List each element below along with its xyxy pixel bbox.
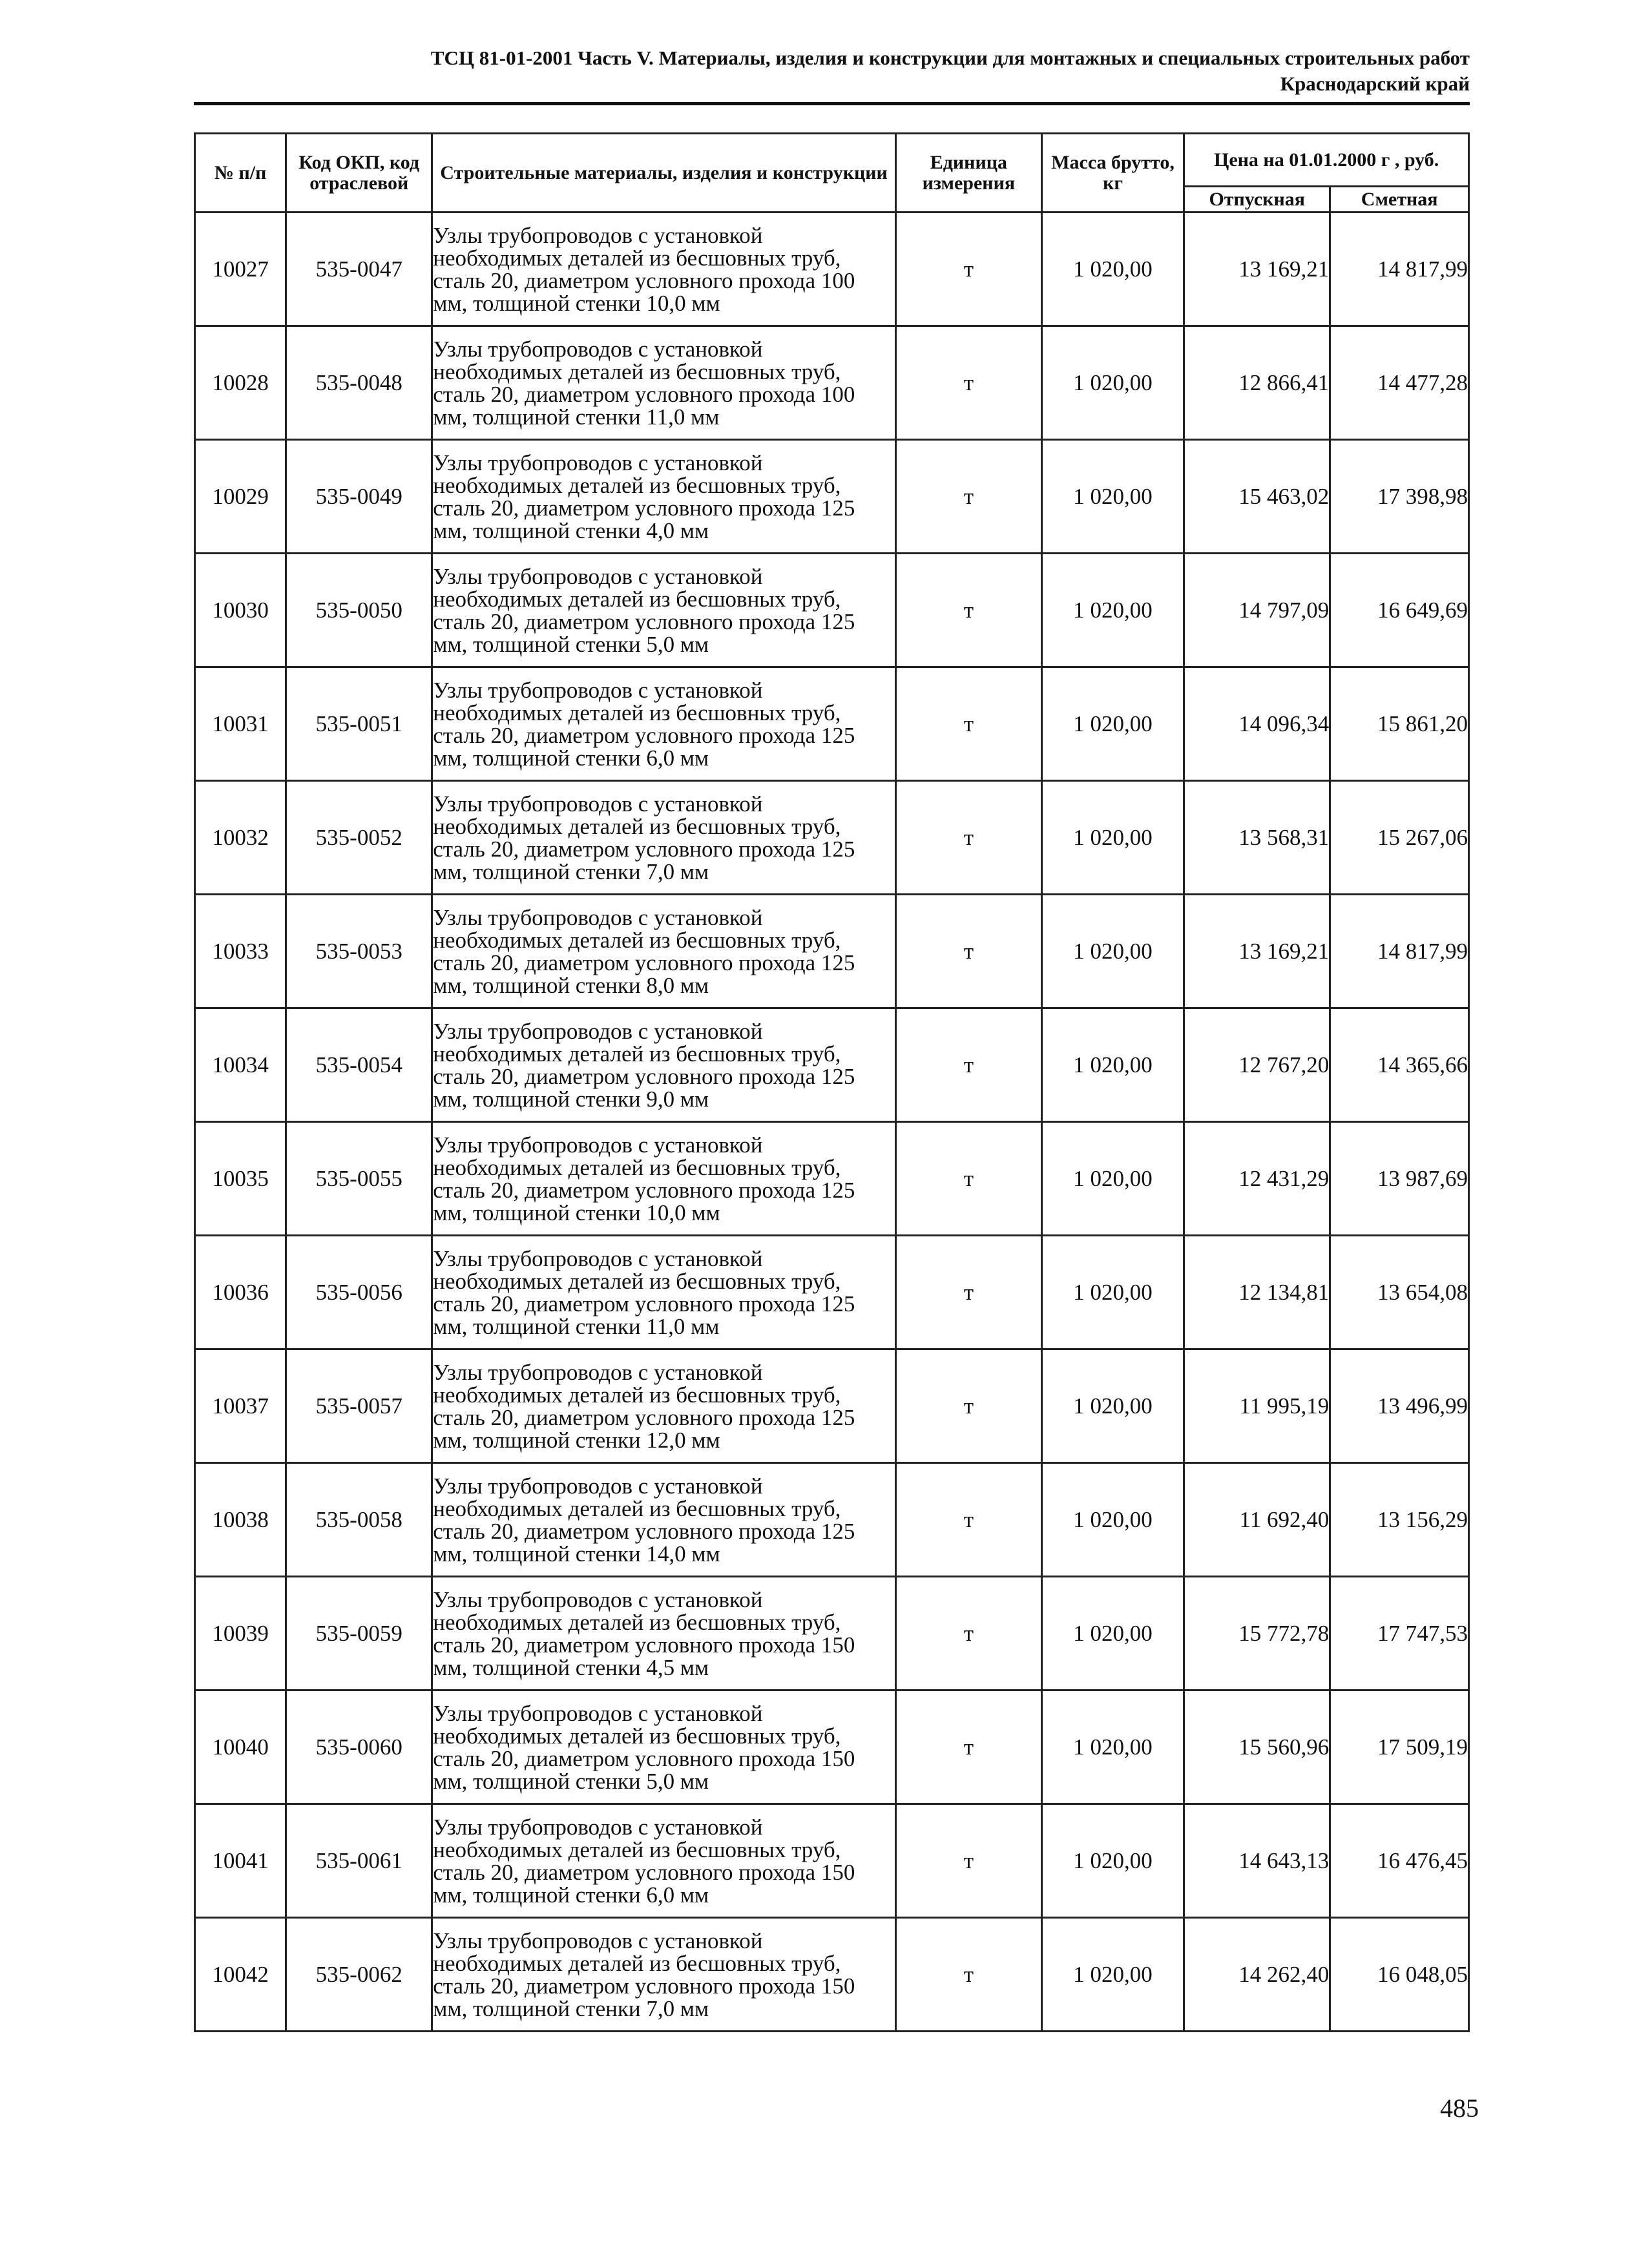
estimate-price: 17 398,98 — [1330, 440, 1469, 554]
gross-mass: 1 020,00 — [1041, 326, 1184, 440]
gross-mass: 1 020,00 — [1041, 1804, 1184, 1918]
table-row — [195, 667, 1469, 781]
gross-mass: 1 020,00 — [1041, 213, 1184, 326]
estimate-price: 13 496,99 — [1330, 1349, 1469, 1463]
okp-code: 535-0056 — [286, 1236, 432, 1349]
okp-code: 535-0047 — [286, 213, 432, 326]
price-table — [194, 132, 1470, 2032]
material-description: Узлы трубопроводов с установкой необходимых деталей из бесшовных труб, сталь 20, диаметром условного прохода 125 мм, толщиной стенки 6,0 мм — [432, 667, 896, 781]
table-row — [195, 1008, 1469, 1122]
unit-of-measure: т — [895, 440, 1041, 554]
okp-code: 535-0058 — [286, 1463, 432, 1577]
unit-of-measure: т — [895, 781, 1041, 895]
estimate-price: 14 817,99 — [1330, 213, 1469, 326]
row-number: 10041 — [195, 1804, 286, 1918]
material-description: Узлы трубопроводов с установкой необходимых деталей из бесшовных труб, сталь 20, диаметром условного прохода 150 мм, толщиной стенки 5,0 мм — [432, 1691, 896, 1804]
unit-of-measure: т — [895, 895, 1041, 1008]
estimate-price: 14 817,99 — [1330, 895, 1469, 1008]
table-row — [195, 1463, 1469, 1577]
gross-mass: 1 020,00 — [1041, 895, 1184, 1008]
material-description: Узлы трубопроводов с установкой необходимых деталей из бесшовных труб, сталь 20, диаметром условного прохода 150 мм, толщиной стенки 7,0 мм — [432, 1918, 896, 2032]
okp-code: 535-0060 — [286, 1691, 432, 1804]
okp-code: 535-0053 — [286, 895, 432, 1008]
okp-code: 535-0061 — [286, 1804, 432, 1918]
row-number: 10032 — [195, 781, 286, 895]
table-row — [195, 895, 1469, 1008]
material-description: Узлы трубопроводов с установкой необходимых деталей из бесшовных труб, сталь 20, диаметром условного прохода 150 мм, толщиной стенки 6,0 мм — [432, 1804, 896, 1918]
material-description: Узлы трубопроводов с установкой необходимых деталей из бесшовных труб, сталь 20, диаметром условного прохода 150 мм, толщиной стенки 4,5 мм — [432, 1577, 896, 1691]
page-header — [194, 45, 1470, 97]
material-description: Узлы трубопроводов с установкой необходимых деталей из бесшовных труб, сталь 20, диаметром условного прохода 125 мм, толщиной стенки 12,0 мм — [432, 1349, 896, 1463]
material-description: Узлы трубопроводов с установкой необходимых деталей из бесшовных труб, сталь 20, диаметром условного прохода 125 мм, толщиной стенки 14,0 мм — [432, 1463, 896, 1577]
material-description: Узлы трубопроводов с установкой необходимых деталей из бесшовных труб, сталь 20, диаметром условного прохода 125 мм, толщиной стенки 5,0 мм — [432, 554, 896, 667]
row-number: 10030 — [195, 554, 286, 667]
row-number: 10042 — [195, 1918, 286, 2032]
release-price: 11 995,19 — [1184, 1349, 1330, 1463]
material-description: Узлы трубопроводов с установкой необходимых деталей из бесшовных труб, сталь 20, диаметром условного прохода 125 мм, толщиной стенки 9,0 мм — [432, 1008, 896, 1122]
unit-of-measure: т — [895, 1008, 1041, 1122]
gross-mass: 1 020,00 — [1041, 1691, 1184, 1804]
header-divider — [194, 102, 1470, 105]
gross-mass: 1 020,00 — [1041, 1463, 1184, 1577]
table-body — [195, 213, 1469, 2032]
table-row — [195, 213, 1469, 326]
column-header-estimate: Сметная — [1330, 187, 1469, 213]
table-row — [195, 1122, 1469, 1236]
release-price: 15 560,96 — [1184, 1691, 1330, 1804]
column-header-unit: Единица измерения — [895, 134, 1041, 213]
row-number: 10034 — [195, 1008, 286, 1122]
material-description: Узлы трубопроводов с установкой необходимых деталей из бесшовных труб, сталь 20, диаметром условного прохода 100 мм, толщиной стенки 10,0 мм — [432, 213, 896, 326]
unit-of-measure: т — [895, 1236, 1041, 1349]
table-row — [195, 440, 1469, 554]
unit-of-measure: т — [895, 1122, 1041, 1236]
table-row — [195, 1804, 1469, 1918]
table-row — [195, 554, 1469, 667]
material-description: Узлы трубопроводов с установкой необходимых деталей из бесшовных труб, сталь 20, диаметром условного прохода 125 мм, толщиной стенки 8,0 мм — [432, 895, 896, 1008]
unit-of-measure: т — [895, 1691, 1041, 1804]
row-number: 10035 — [195, 1122, 286, 1236]
estimate-price: 13 156,29 — [1330, 1463, 1469, 1577]
okp-code: 535-0050 — [286, 554, 432, 667]
estimate-price: 16 048,05 — [1330, 1918, 1469, 2032]
estimate-price: 16 476,45 — [1330, 1804, 1469, 1918]
row-number: 10029 — [195, 440, 286, 554]
unit-of-measure: т — [895, 1918, 1041, 2032]
document-title: ТСЦ 81-01-2001 Часть V. Материалы, изделия и конструкции для монтажных и специальных строительных работ — [430, 47, 1470, 69]
gross-mass: 1 020,00 — [1041, 1918, 1184, 2032]
release-price: 13 169,21 — [1184, 213, 1330, 326]
okp-code: 535-0049 — [286, 440, 432, 554]
table-row — [195, 326, 1469, 440]
gross-mass: 1 020,00 — [1041, 554, 1184, 667]
okp-code: 535-0051 — [286, 667, 432, 781]
okp-code: 535-0059 — [286, 1577, 432, 1691]
unit-of-measure: т — [895, 1577, 1041, 1691]
column-header-release: Отпускная — [1184, 187, 1330, 213]
okp-code: 535-0062 — [286, 1918, 432, 2032]
estimate-price: 16 649,69 — [1330, 554, 1469, 667]
column-header-num: № п/п — [195, 134, 286, 213]
okp-code: 535-0054 — [286, 1008, 432, 1122]
table-row — [195, 1577, 1469, 1691]
release-price: 13 169,21 — [1184, 895, 1330, 1008]
release-price: 14 797,09 — [1184, 554, 1330, 667]
release-price: 15 772,78 — [1184, 1577, 1330, 1691]
table-row — [195, 1236, 1469, 1349]
estimate-price: 17 747,53 — [1330, 1577, 1469, 1691]
release-price: 14 262,40 — [1184, 1918, 1330, 2032]
row-number: 10031 — [195, 667, 286, 781]
table-row — [195, 1349, 1469, 1463]
row-number: 10037 — [195, 1349, 286, 1463]
row-number: 10027 — [195, 213, 286, 326]
release-price: 12 866,41 — [1184, 326, 1330, 440]
row-number: 10039 — [195, 1577, 286, 1691]
material-description: Узлы трубопроводов с установкой необходимых деталей из бесшовных труб, сталь 20, диаметром условного прохода 125 мм, толщиной стенки 4,0 мм — [432, 440, 896, 554]
gross-mass: 1 020,00 — [1041, 1236, 1184, 1349]
row-number: 10028 — [195, 326, 286, 440]
material-description: Узлы трубопроводов с установкой необходимых деталей из бесшовных труб, сталь 20, диаметром условного прохода 125 мм, толщиной стенки 7,0 мм — [432, 781, 896, 895]
table-row — [195, 1691, 1469, 1804]
release-price: 12 767,20 — [1184, 1008, 1330, 1122]
unit-of-measure: т — [895, 326, 1041, 440]
estimate-price: 15 267,06 — [1330, 781, 1469, 895]
gross-mass: 1 020,00 — [1041, 781, 1184, 895]
release-price: 15 463,02 — [1184, 440, 1330, 554]
estimate-price: 13 987,69 — [1330, 1122, 1469, 1236]
unit-of-measure: т — [895, 1804, 1041, 1918]
release-price: 12 134,81 — [1184, 1236, 1330, 1349]
gross-mass: 1 020,00 — [1041, 1122, 1184, 1236]
table-row — [195, 781, 1469, 895]
column-header-name: Строительные материалы, изделия и конструкции — [432, 134, 896, 213]
unit-of-measure: т — [895, 1463, 1041, 1577]
estimate-price: 14 477,28 — [1330, 326, 1469, 440]
gross-mass: 1 020,00 — [1041, 1577, 1184, 1691]
column-header-mass: Масса брутто, кг — [1041, 134, 1184, 213]
okp-code: 535-0057 — [286, 1349, 432, 1463]
okp-code: 535-0048 — [286, 326, 432, 440]
row-number: 10033 — [195, 895, 286, 1008]
release-price: 14 096,34 — [1184, 667, 1330, 781]
material-description: Узлы трубопроводов с установкой необходимых деталей из бесшовных труб, сталь 20, диаметром условного прохода 125 мм, толщиной стенки 11,0 мм — [432, 1236, 896, 1349]
row-number: 10038 — [195, 1463, 286, 1577]
unit-of-measure: т — [895, 667, 1041, 781]
table-row — [195, 1918, 1469, 2032]
material-description: Узлы трубопроводов с установкой необходимых деталей из бесшовных труб, сталь 20, диаметром условного прохода 100 мм, толщиной стенки 11,0 мм — [432, 326, 896, 440]
table-header — [195, 134, 1469, 213]
estimate-price: 17 509,19 — [1330, 1691, 1469, 1804]
region-label: Краснодарский край — [1280, 72, 1470, 95]
gross-mass: 1 020,00 — [1041, 1008, 1184, 1122]
gross-mass: 1 020,00 — [1041, 1349, 1184, 1463]
row-number: 10036 — [195, 1236, 286, 1349]
row-number: 10040 — [195, 1691, 286, 1804]
okp-code: 535-0055 — [286, 1122, 432, 1236]
gross-mass: 1 020,00 — [1041, 440, 1184, 554]
column-header-price-group: Цена на 01.01.2000 г , руб. — [1184, 134, 1469, 187]
unit-of-measure: т — [895, 1349, 1041, 1463]
estimate-price: 15 861,20 — [1330, 667, 1469, 781]
okp-code: 535-0052 — [286, 781, 432, 895]
estimate-price: 14 365,66 — [1330, 1008, 1469, 1122]
material-description: Узлы трубопроводов с установкой необходимых деталей из бесшовных труб, сталь 20, диаметром условного прохода 125 мм, толщиной стенки 10,0 мм — [432, 1122, 896, 1236]
column-header-code: Код ОКП, код отраслевой — [286, 134, 432, 213]
unit-of-measure: т — [895, 554, 1041, 667]
release-price: 13 568,31 — [1184, 781, 1330, 895]
release-price: 14 643,13 — [1184, 1804, 1330, 1918]
page-number: 485 — [1440, 2094, 1479, 2123]
unit-of-measure: т — [895, 213, 1041, 326]
estimate-price: 13 654,08 — [1330, 1236, 1469, 1349]
release-price: 11 692,40 — [1184, 1463, 1330, 1577]
release-price: 12 431,29 — [1184, 1122, 1330, 1236]
gross-mass: 1 020,00 — [1041, 667, 1184, 781]
